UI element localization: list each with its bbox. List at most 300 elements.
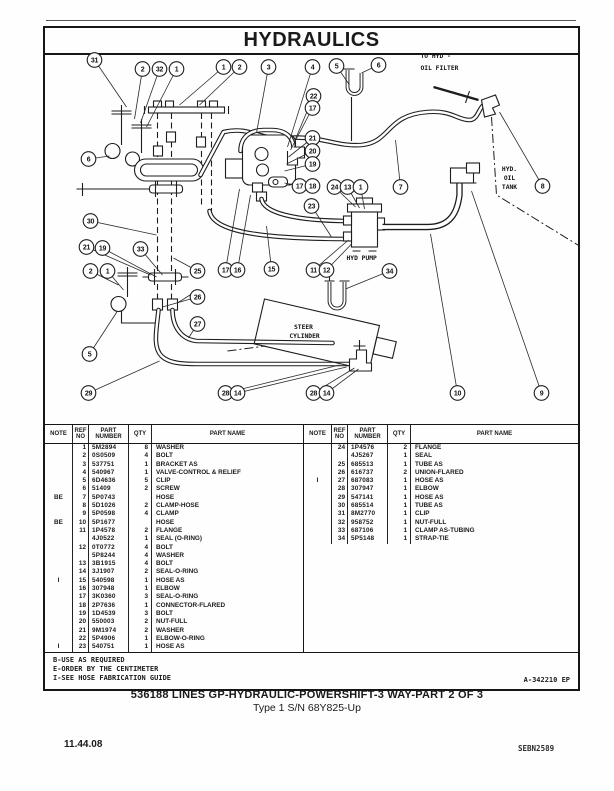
callout-number: 19 [98,245,107,253]
callout-number: 1 [221,64,226,72]
cell-ref: 27 [332,477,348,486]
cell-ref: 12 [73,544,89,553]
cell-part: 51409 [89,485,129,494]
cell-part: 3J1907 [89,568,129,577]
table-row [304,502,578,510]
callout-bubbles [79,53,550,401]
hoses-to-cylinder [156,310,352,364]
cell-name: FLANGE [156,526,183,534]
callout-number: 6 [376,62,381,70]
cell-ref: 4 [73,469,89,478]
cell-part: 5D1026 [89,502,129,511]
cell-part: 687083 [348,477,388,486]
cell-part: 0S0509 [89,452,129,461]
cell-name: SEAL [415,452,433,460]
table-row [45,544,303,552]
cell-qty: 1 [129,643,152,652]
cell-note [45,602,73,611]
cell-ref: 31 [332,510,348,519]
parts-table-left [45,425,303,652]
diagram-label: CYLINDER [289,333,320,340]
cell-part: 685514 [348,502,388,511]
cell-name: CLIP [156,477,171,485]
parts-table-right [303,425,578,652]
cell-qty: 1 [129,577,152,586]
table-row [45,461,303,469]
table-row [45,527,303,535]
cell-ref: 14 [73,568,89,577]
cell-qty: 1 [388,535,411,544]
leader-line [89,361,160,393]
cell-name: SEAL-O-RING [156,593,199,601]
cell-part: 547141 [348,494,388,503]
cell-note [304,469,332,478]
table-row [45,535,303,543]
table-row [304,519,578,527]
diagram-label: OIL [503,175,516,182]
cell-name: FLANGE [415,444,442,451]
caption-title: 536188 LINES GP-HYDRAULIC-POWERSHIFT-3 WAY-PART 2 OF 3 [130,689,484,701]
cell-part: 687106 [348,527,388,536]
cell-name: NUT-FULL [415,518,447,526]
callout-number: 30 [86,218,95,226]
section-number: 11.44.08 [64,739,103,750]
cell-name: CLAMP [156,510,179,518]
cell-name: ELBOW [415,485,439,493]
callout-number: 24 [330,184,339,192]
cell-note [304,494,332,503]
footnote-box [45,652,578,689]
cell-note [304,444,332,453]
header-ref-no: REF NO [332,425,348,443]
cell-ref: 24 [332,444,348,453]
cell-note [45,452,73,461]
cell-note [304,535,332,544]
callout-number: 14 [233,390,242,398]
publication-number: SEBN2589 [518,744,555,753]
cell-name: UNION-FLARED [415,468,464,476]
cell-ref: 10 [73,519,89,528]
table-row [45,635,303,643]
cell-ref [73,552,89,561]
cell-part: 540967 [89,469,129,478]
callout-number: 2 [237,64,242,72]
footnote-line: E-ORDER BY THE CENTIMETER [53,665,159,673]
cell-note [45,485,73,494]
tube-clamps [143,181,189,285]
diagram-label: HYD. [501,166,518,173]
cell-note [45,560,73,569]
cell-part: 4J5267 [348,452,388,461]
cell-part: 0T0772 [89,544,129,553]
footnote-line: B-USE AS REQUIRED [53,656,125,664]
header-part-number: PART NUMBER [348,425,388,443]
table-row [45,510,303,518]
cell-note [45,618,73,627]
table-row [45,494,303,502]
table-row [45,502,303,510]
cell-name: HOSE AS [415,477,444,485]
cell-part: 958752 [348,519,388,528]
bracket-manifold [145,101,229,114]
callout-number: 21 [82,244,91,252]
table-body-left [45,444,303,652]
callout-number: 28 [309,390,318,398]
cell-qty [129,519,152,528]
table-row [45,577,303,585]
cell-qty: 2 [388,444,411,453]
cell-qty: 1 [129,602,152,611]
callout-number: 34 [385,268,394,276]
callout-number: 15 [267,266,276,274]
diagram-label: STEER [294,324,313,331]
cell-name: WASHER [156,444,185,451]
cell-note: BE [45,519,73,528]
cell-part: 8M2770 [348,510,388,519]
cell-name: SEAL (O-RING) [156,535,203,543]
cell-qty: 1 [388,452,411,461]
cell-qty: 1 [388,527,411,536]
tube-clips [154,132,206,156]
cell-qty: 1 [129,585,152,594]
callout-number: 2 [140,66,145,74]
cell-name: HOSE AS [156,643,185,651]
cell-qty: 1 [388,502,411,511]
cell-note: I [304,477,332,486]
cell-qty: 1 [129,635,152,644]
cell-part: 5P8244 [89,552,129,561]
callout-number: 19 [308,161,317,169]
callout-number: 28 [221,390,230,398]
page-edge-line [46,20,576,21]
hoses-to-pump [210,199,352,239]
leader-line [95,60,127,107]
cell-ref: 1 [73,444,89,453]
cell-ref [73,535,89,544]
table-row [45,643,303,651]
cell-name: BRACKET AS [156,460,198,468]
cell-ref: 21 [73,627,89,636]
form-number: A-342210 EP [523,676,570,684]
table-row [45,485,303,493]
cell-note [45,444,73,453]
cell-name: BOLT [156,560,173,568]
callout-number: 32 [155,66,164,74]
cell-part: 307947 [348,485,388,494]
caption-subtitle: Type 1 S/N 68Y825-Up [253,702,361,714]
leader-line [91,221,157,235]
callout-number: 1 [174,66,179,74]
control-valve [226,130,305,201]
cell-note [304,510,332,519]
cell-qty: 4 [129,544,152,553]
cell-qty: 1 [388,519,411,528]
table-row [45,452,303,460]
cell-part: 5P1677 [89,519,129,528]
leader-line-26b [178,294,192,303]
cell-ref [332,452,348,461]
callout-number: 14 [322,390,331,398]
callout-number: 31 [90,57,99,65]
cell-ref: 7 [73,494,89,503]
cell-note [45,502,73,511]
diagram-label: HYD PUMP [346,255,377,262]
cell-name: BOLT [156,452,173,460]
cell-qty: 1 [388,510,411,519]
footnote-line: I-SEE HOSE FABRICATION GUIDE [53,674,172,682]
cell-qty: 1 [129,469,152,478]
cell-part: 3K0360 [89,593,129,602]
callout-number: 25 [193,268,202,276]
header-note: NOTE [45,425,73,443]
cell-qty: 4 [129,560,152,569]
table-row [304,452,578,460]
cell-part: 550003 [89,618,129,627]
cell-name: SCREW [156,485,180,493]
callout-number: 13 [343,184,352,192]
cell-name: SEAL-O-RING [156,568,199,576]
callout-number: 5 [87,351,92,359]
table-row [304,469,578,477]
cell-name: CLIP [415,510,430,518]
cell-ref: 17 [73,593,89,602]
u-pipe-top [341,69,362,141]
leader-line [472,191,542,393]
header-part-name: PART NAME [476,430,513,437]
cell-part: 537751 [89,461,129,470]
diagram-label: TANK [501,184,518,191]
table-row [45,618,303,626]
diagram-label: OIL FILTER [420,65,459,72]
cell-part: 5P4906 [89,635,129,644]
cell-part: 540598 [89,577,129,586]
cell-note [45,552,73,561]
cell-note [304,452,332,461]
hose-j-loop-upper [77,105,152,196]
callout-number: 6 [86,156,91,164]
table-header [304,425,578,444]
cell-note [45,461,73,470]
tank-suction-tube [383,163,480,227]
cell-qty: 2 [129,485,152,494]
table-row [304,510,578,518]
page-title: HYDRAULICS [243,29,380,51]
cell-ref: 13 [73,560,89,569]
cell-note [45,527,73,536]
cell-qty: 1 [129,461,152,470]
cell-ref: 19 [73,610,89,619]
callout-number: 8 [540,183,545,191]
table-row [45,585,303,593]
cell-qty: 4 [129,452,152,461]
cell-note [45,510,73,519]
callout-number: 12 [322,267,331,275]
cell-qty: 8 [129,444,152,453]
cell-ref: 15 [73,577,89,586]
cell-name: CONNECTOR-FLARED [156,601,226,609]
cell-ref: 11 [73,527,89,536]
schematic-drawing [45,55,578,424]
hydraulic-schematic [45,55,578,424]
footnote-lines [53,656,578,683]
cell-part: 3B1915 [89,560,129,569]
cell-note [45,627,73,636]
cell-qty: 2 [129,568,152,577]
cell-qty: 2 [129,618,152,627]
cell-name: HOSE AS [415,493,444,501]
table-row [304,444,578,452]
cell-ref: 3 [73,461,89,470]
table-row [304,485,578,493]
cell-note [45,568,73,577]
cell-part: 1P4576 [348,444,388,453]
cell-part: 616737 [348,469,388,478]
cell-ref: 25 [332,461,348,470]
cell-name: VALVE-CONTROL & RELIEF [156,468,241,476]
callout-number: 11 [310,267,317,275]
cell-name: TUBE AS [415,502,443,510]
header-part-number: PART NUMBER [89,425,129,443]
cell-ref: 5 [73,477,89,486]
table-row [304,477,578,485]
cell-name: HOSE AS [156,576,185,584]
table-row [304,494,578,502]
callout-number: 5 [334,63,339,71]
cell-name: ELBOW [156,585,180,593]
cell-name: BOLT [156,609,173,617]
callout-number: 1 [358,184,363,192]
parts-table [45,424,578,652]
cell-note [45,610,73,619]
callout-number: 3 [266,64,271,72]
cell-qty [129,494,152,503]
callout-number: 17 [308,105,317,113]
cell-qty: 3 [129,610,152,619]
table-body-right [304,444,578,652]
cell-name: WASHER [156,551,185,559]
callout-number: 18 [308,183,317,191]
table-row [45,602,303,610]
table-row [45,444,303,452]
table-row [45,593,303,601]
callout-number: 22 [309,93,318,101]
header-ref-no: REF NO [73,425,89,443]
cell-qty: 1 [388,477,411,486]
cell-ref: 8 [73,502,89,511]
title-band [45,28,578,55]
cell-part: 5P0598 [89,510,129,519]
cell-part: 307948 [89,585,129,594]
cell-note [45,585,73,594]
cell-qty: 5 [129,477,152,486]
page-frame [43,26,580,691]
diagram-labels [289,53,517,340]
callout-number: 17 [295,183,304,191]
cell-name: NUT-FULL [156,618,188,626]
callout-number: 26 [193,294,202,302]
callout-number: 23 [307,203,316,211]
cell-part: 5M2894 [89,444,129,453]
cell-note [45,593,73,602]
leader-line [180,64,226,105]
cell-part: 5P5148 [348,535,388,544]
callout-number: 17 [221,267,230,275]
cell-qty: 1 [388,461,411,470]
cell-part: 540751 [89,643,129,652]
cell-ref: 22 [73,635,89,644]
cell-note [304,519,332,528]
table-row [45,469,303,477]
diagram-label: TO HYD - [420,53,451,60]
cell-note: I [45,643,73,652]
table-row [45,627,303,635]
table-header [45,425,303,444]
callout-number: 20 [308,148,317,156]
cell-note [304,461,332,470]
cell-part: 4J0522 [89,535,129,544]
cell-part: 1P4578 [89,527,129,536]
cell-note [45,635,73,644]
cell-note [45,469,73,478]
cell-ref: 6 [73,485,89,494]
cell-qty: 2 [388,469,411,478]
header-qty: QTY [388,425,411,443]
table-row [304,461,578,469]
table-row [45,552,303,560]
cell-ref: 34 [332,535,348,544]
callout-number: 7 [398,184,403,192]
cell-qty: 1 [388,494,411,503]
callout-number: 9 [539,390,544,398]
cell-note [304,527,332,536]
table-row [45,560,303,568]
cell-ref: 30 [332,502,348,511]
cell-ref: 33 [332,527,348,536]
table-row [45,477,303,485]
cell-part: 9M1974 [89,627,129,636]
cell-ref: 26 [332,469,348,478]
cell-qty: 1 [388,485,411,494]
callout-number: 21 [308,135,317,143]
cell-note [304,502,332,511]
cell-note [304,485,332,494]
cell-name: HOSE [156,493,175,501]
cell-ref: 29 [332,494,348,503]
cell-part: 1D4539 [89,610,129,619]
callout-number: 10 [453,390,462,398]
header-note: NOTE [304,425,332,443]
callout-number: 1 [105,268,110,276]
header-qty: QTY [129,425,152,443]
cell-ref: 2 [73,452,89,461]
cell-part: 2P7636 [89,602,129,611]
cell-qty: 2 [129,527,152,536]
cell-qty: 1 [129,535,152,544]
cell-note [45,477,73,486]
cell-ref: 16 [73,585,89,594]
cell-note [45,535,73,544]
cell-name: CLAMP AS-TUBING [415,526,475,534]
cell-note: I [45,577,73,586]
cell-note: BE [45,494,73,503]
cell-ref: 18 [73,602,89,611]
leader-line [257,64,271,133]
cell-qty: 2 [129,502,152,511]
cell-ref: 9 [73,510,89,519]
cell-ref: 32 [332,519,348,528]
cell-part: 5P0743 [89,494,129,503]
cell-note [45,544,73,553]
